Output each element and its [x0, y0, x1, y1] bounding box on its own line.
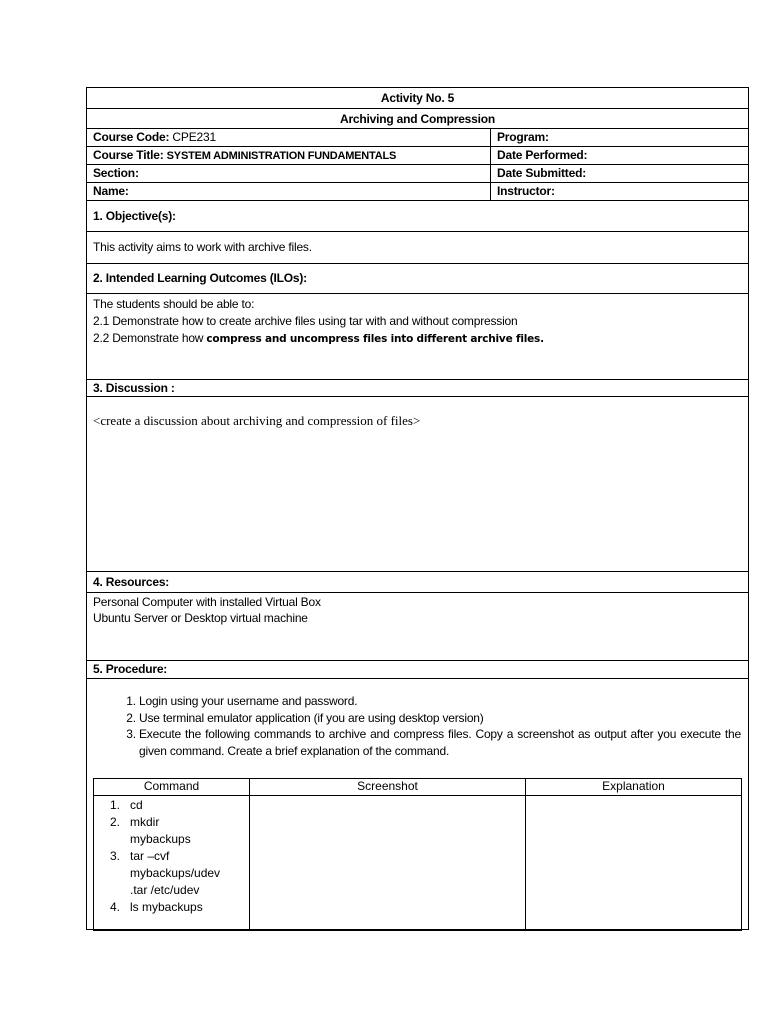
command-table-header-row — [94, 779, 742, 796]
ilo-item-1: 2.1 Demonstrate how to create archive files using tar with and without compression — [93, 314, 518, 328]
discussion-header-text: 3. Discussion : — [93, 381, 175, 395]
info-row-course-code — [87, 129, 748, 147]
resources-line-2: Ubuntu Server or Desktop virtual machine — [93, 611, 308, 625]
course-title-label: Course Title: — [93, 148, 164, 162]
command-item-4 — [94, 899, 249, 916]
command-number: 4. — [109, 900, 120, 914]
activity-number-text: Activity No. 5 — [380, 91, 455, 105]
instructor-label: Instructor: — [497, 184, 555, 198]
command-text: mkdir mybackups — [130, 815, 191, 846]
screenshot-column-header: Screenshot — [250, 779, 526, 796]
objectives-header — [87, 201, 748, 232]
resources-header-text: 4. Resources: — [93, 575, 170, 589]
resources-body — [87, 593, 748, 661]
procedure-step-2: 2. Use terminal emulator application (if you are using desktop version) — [139, 710, 741, 727]
command-number: 1. — [109, 798, 120, 812]
procedure-step-1: 1. Login using your username and password. — [139, 693, 741, 710]
resources-header — [87, 572, 748, 593]
discussion-body — [87, 397, 748, 572]
activity-title — [87, 109, 748, 129]
explanation-cell — [526, 796, 742, 931]
ilos-intro: The students should be able to: — [93, 297, 255, 311]
course-code-label: Course Code: — [93, 130, 170, 144]
command-text: tar –cvf mybackups/udev .tar /etc/udev — [130, 849, 221, 897]
ilos-body — [87, 294, 748, 380]
table-row — [94, 796, 742, 931]
explanation-column-header: Explanation — [526, 779, 742, 796]
procedure-steps — [139, 693, 741, 759]
date-performed-label: Date Performed: — [497, 148, 588, 162]
ilos-header-text: 2. Intended Learning Outcomes (ILOs): — [93, 271, 307, 285]
command-text: cd — [130, 798, 143, 812]
course-title-cell — [93, 147, 493, 164]
command-number: 3. — [109, 849, 120, 863]
course-code-value: CPE231 — [172, 130, 216, 144]
procedure-header — [87, 661, 748, 679]
ilo-item-2-bold: compress and uncompress files into different archive files. — [206, 333, 544, 345]
section-label: Section: — [93, 166, 139, 180]
course-code-cell — [93, 129, 493, 146]
discussion-text: <create a discussion about archiving and compression of files> — [93, 413, 421, 428]
info-row-name — [87, 183, 748, 201]
ilos-header — [87, 264, 748, 294]
info-row-section — [87, 165, 748, 183]
command-column-header: Command — [94, 779, 250, 796]
command-item-3 — [94, 848, 249, 899]
objectives-header-text: 1. Objective(s): — [93, 209, 176, 223]
section-cell — [93, 165, 493, 182]
info-row-course-title — [87, 147, 748, 165]
date-submitted-label: Date Submitted: — [497, 166, 587, 180]
procedure-header-text: 5. Procedure: — [93, 662, 168, 676]
ilo-item-2 — [93, 330, 748, 348]
name-cell — [93, 183, 493, 200]
date-performed-cell — [490, 147, 748, 164]
activity-sheet — [86, 87, 749, 930]
activity-title-text: Archiving and Compression — [339, 112, 496, 126]
command-item-1 — [94, 797, 249, 814]
objectives-text: This activity aims to work with archive files. — [93, 240, 312, 254]
procedure-step-3: 3. Execute the following commands to archive and compress files. Copy a screenshot as output after you execute the given command. Create a brief explanation of the command. — [139, 726, 741, 759]
command-item-2 — [94, 814, 249, 848]
program-cell — [490, 129, 748, 146]
date-submitted-cell — [490, 165, 748, 182]
discussion-header — [87, 380, 748, 397]
command-text: ls mybackups — [130, 900, 203, 914]
command-table — [93, 778, 742, 931]
program-label: Program: — [497, 130, 549, 144]
screenshot-cell — [250, 796, 526, 931]
activity-number — [87, 88, 748, 109]
ilo-item-2-prefix: 2.2 Demonstrate how — [93, 331, 207, 345]
procedure-body — [87, 679, 748, 929]
objectives-body — [87, 232, 748, 264]
name-label: Name: — [93, 184, 129, 198]
command-cell — [94, 796, 250, 931]
instructor-cell — [490, 183, 748, 200]
resources-line-1: Personal Computer with installed Virtual Box — [93, 595, 321, 609]
command-number: 2. — [109, 815, 120, 829]
course-title-value: SYSTEM ADMINISTRATION FUNDAMENTALS — [166, 150, 397, 162]
